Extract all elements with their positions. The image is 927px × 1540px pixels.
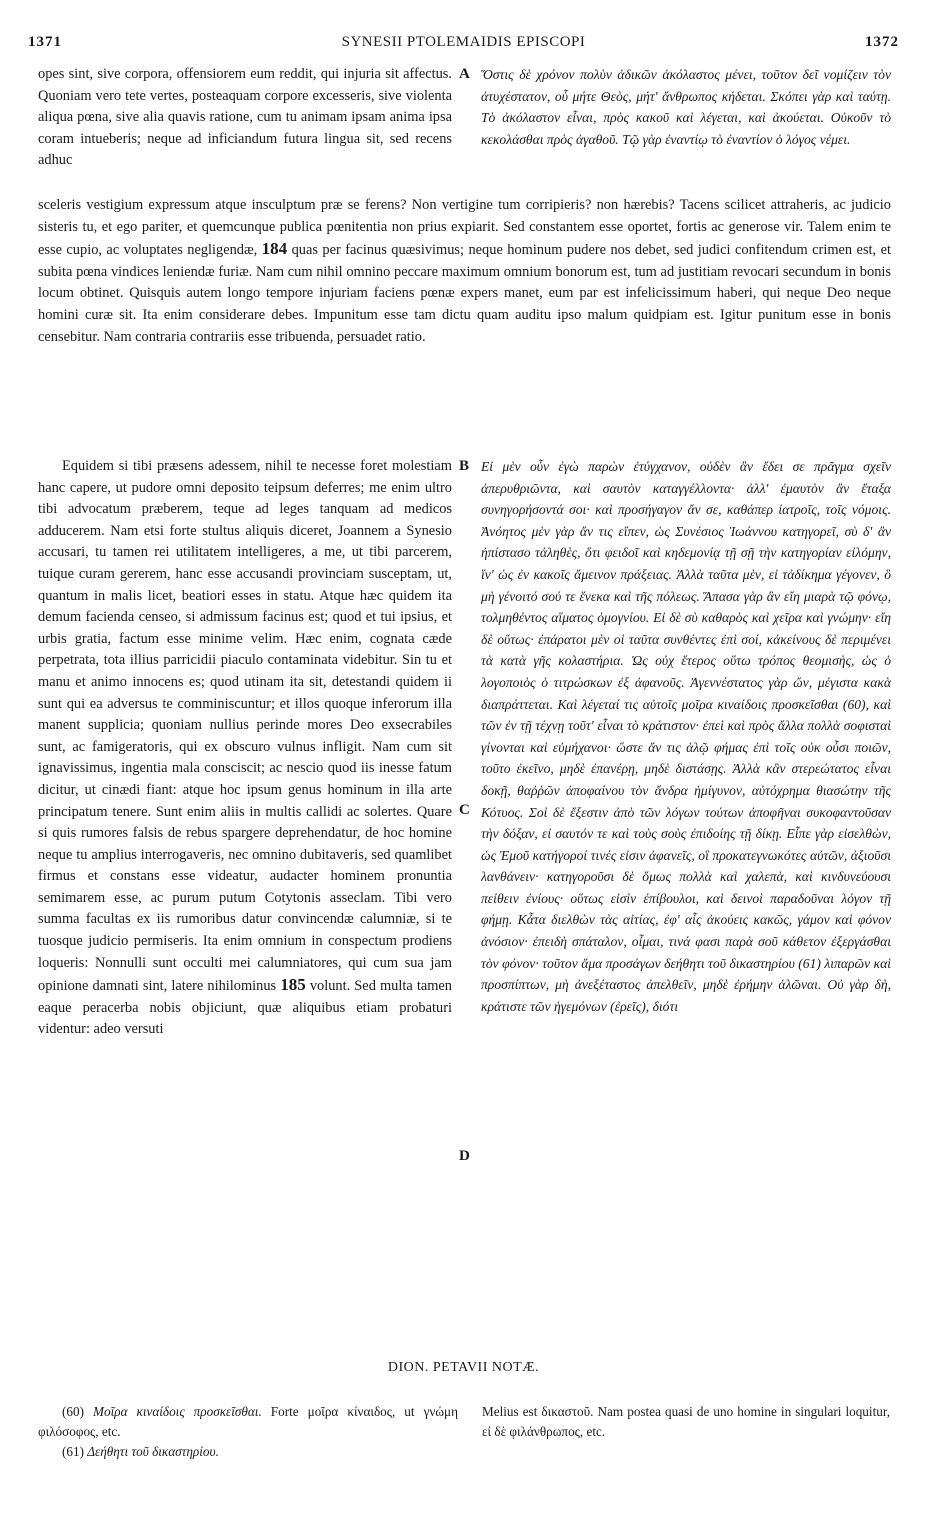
sec2-greek-column bbox=[481, 456, 891, 1346]
full-text-before: sceleris vestigium expressum atque insculptum præ se ferens? Non vertigine tum corripieris? non hærebis? Tacens scilicet attraheris, ac judicio sisteris tu, et ego pariter, et quemcunque publica pœnitentia non prius expiarit. Sed constantem esse oportet, fortis ac generose vir. Talem enim te esse cupio, ac voluptates negligendæ, bbox=[38, 197, 891, 259]
margin-letter-b: B bbox=[459, 458, 470, 474]
notes-right-column bbox=[482, 1402, 890, 1522]
full-width-latin bbox=[38, 195, 891, 455]
sec1-greek-text: Ὅστις δὲ χρόνον πολὺν ἀδικῶν ἀκόλαστος μένει, τοῦτον δεῖ νομίζειν τὸν ἀτυχέστατον, οὗ μήτε Θεὸς, μήτ' ἄνθρωπος κήδεται. Σκόπει γὰρ καὶ ταύτῃ. Τὸ ἀκόλαστον εἶναι, πρὸς κακοῦ καὶ λέγεται, καὶ ἀκούεται. Οὐκοῦν τὸ κεκολάσθαι πρὸς ἀγαθοῦ. Τῷ γὰρ ἐναντίῳ τὸ ἐναντίον ὁ λόγος νέμει. bbox=[481, 67, 891, 147]
full-text-after: quas per facinus quæsivimus; neque hominum pudere nos debet, sed judici confitendum crimen est, et subita pœna vindices leniendæ furiæ. Nam cum nihil omnino peccare maximum omnium bonorum est, tum ad justitiam revocari secundum in bonis locum obtinet. Quisquis autem longo tempore injuriam faciens pœnæ expers manet, eum par est infelicissimum haberi, qui neque Deo neque homini curæ sit. Ita enim considerare debes. Impunitum esse tam dictu quam auditu ipso malum quidpiam est. Igitur punitum esse in bonis censebitur. Nam contraria contrariis esse tribuenda, persuadet ratio. bbox=[38, 242, 891, 345]
sec2-latin-column bbox=[38, 456, 452, 1346]
margin-letter-c: C bbox=[459, 802, 470, 818]
notes-left-column bbox=[38, 1402, 458, 1522]
note-60-text: Forte μοῖρα κίναιδος, ut γνώμη φιλόσοφος, etc. bbox=[38, 1404, 458, 1439]
notes-title: DION. PETAVII NOTÆ. bbox=[387, 1360, 540, 1375]
sec2-greek-text: Εἰ μὲν οὖν ἐγὼ παρὼν ἐτύγχανον, οὐδὲν ἂν ἔδει σε πρᾶγμα σχεῖν ἀπερυθριῶντα, καὶ σαυτὸν καταγγέλλοντα· ἀλλ' ἐμαυτὸν ἂν ἔταξα συνηγορήσοντά σοι· καὶ προσήγαγον ἄν σε, καθάπερ ἰατροῖς, τοῖς νόμοις. Ἀνόητος μὲν γὰρ ἄν τις εἴπεν, ὡς Συνέσιος Ἰωάννου κατηγορεῖ, σὺ δ' ἂν ἠπίστασο τἀληθὲς, ὅτι φειδοῖ καὶ κηδεμονίᾳ τῇ σῇ τὴν κατηγορίαν εἰλόμην, ἵν' ὡς ἐν κακοῖς ἄμεινον πράξειας. Ἀλλὰ ταῦτα μὲν, εἰ τἀδίκημα γέγονεν, ὃ μὴ γένοιτό σού τε ἕνεκα καὶ τῆς πόλεως. Ἅπασα γὰρ ἂν εἴη μιαρὰ τῷ φόνῳ, τολμηθέντος αἵματος ὁμογνίου. Εἰ δὲ σὺ καθαρὸς καὶ χεῖρα καὶ γνώμην· εἴη δὲ οὕτως· ἐπάρατοι μὲν οἱ ταῦτα συνθέντες ἐπὶ σοί, κἀκείνους δὲ περιμένει τὰ κατὰ γῆς κολαστήρια. Ὡς οὐχ ἕτερος οὕτω τρόπος θεομισὴς, ὡς ὁ λογοποιὸς ὁ τιτρώσκων ἐξ ἀφανοῦς. Ἀγεννέστατος γὰρ ὤν, μέγιστα κακὰ διαπράττεται. Καὶ λέγεταί τις αὐτοῖς μοῖρα κιναίδοις προσκεῖσθαι (60), καὶ τῶν ἐν τῇ τέχνῃ τοῦτ' εἶναι τὸ κράτιστον· ἐπεὶ καὶ πρὸς ἄλλα πολλὰ σοφισταὶ γίνονται καὶ εὐμήχανοι· ὥστε ἄν τις ἁλῷ φήμας ἐπὶ τοῖς οὐκ οὖσι ποιῶν, τοῦτο ἐκεῖνο, μηδὲ ἐπανέρῃ, μηδὲ διστάσῃς. Ἀλλὰ κἂν στερεώτατος εἶναι δοκῇ, θαῤῥῶν ἀποφαίνου τὸν ἄνδρα ἡμίγυνον, αὐτόχρημα θιασώτην τῆς Κότυος. Σοὶ δὲ ἔξεστιν ἀπὸ τῶν λόγων τούτων ἀποφῆναι συκοφαντοῦσαν τὴν δόξαν, εἰ σαυτόν τε καὶ τοὺς σοὺς ἐπιδοίης τῇ δίκῃ. Εἶπε γὰρ εἰσελθὼν, ὡς Ἐμοῦ κατήγοροί τινές εἰσιν ἀφανεῖς, οἳ προκατεγνωκότες αὐτῶν, ἀξιοῦσι λανθάνειν· κατηγοροῦσι δὲ ὅμως πολλὰ καὶ χαλεπὰ, καὶ κινδυνεύουσι πείθειν ἐνίους· οὕτως εἰσὶν ἐπίβουλοι, καὶ δεινοὶ παραδοῦναι λόγον τῇ φήμῃ. Κἆτα διελθὼν τὰς αἰτίας, ἐφ' αἷς ἀκούεις κακῶς, γάμον καὶ φόνον ἀνόσιον· ἐπειδὴ σπάταλον, οἶμαι, τινά φασι παρὰ σοῦ κάθετον ἐξεργάσθαι τὸν φόνον· τοῦτον ἅμα προσάγων δεήθητι τοῦ δικαστηρίου (61) λιπαρῶν καὶ προσπίπτων, μὴ ἀνεξέταστος ἀπελθεῖν, μηδὲ ἐρήμην ἁλῶναι. Οὐ γὰρ δὴ, κράτιστε τῶν ἡγεμόνων (ἐρεῖς), διότι bbox=[481, 459, 891, 1014]
sec2-latin-before: Equidem si tibi præsens adessem, nihil te necesse foret molestiam hanc capere, ut pudore omni deposito teipsum deferres; me enim ultro tibi advocatum præberem, teque ad leges tanquam ad medicos adducerem. Nam etsi forte stultus aliquis diceret, Joannem a Synesio accusari, tu tamen rei utilitatem intelligeres, a me, ut tibi parcerem, tuique curam gererem, hanc esse accusandi provinciam susceptam, ut, quantum in malis licet, beatiori esses in statu. Atque hæc quidem ita demum facienda censeo, si admissum facinus est; quod et tui ipsius, et urbis gratia, factum esse minime velim. Hæc enim, cognata cæde perpetrata, tota illius parricidii piaculo contaminata videbitur. Sin tu et manu et animo innocens es; quod utinam ita sit, detestandi quidem ii sunt qui ea adversus te comminiscuntur; et illos quoque inferorum illa manent supplicia; quoniam nullius perinde mores Deo exsecrabiles sunt, ac famigeratoris, qui ex obscuro vulnus infligit. Nam cum sit ignavissimus, ingentia mala consciscit; ac nescio quod iis inesse fatum dicitur, ut cinædi fiant: atque hoc ipsum genus hominum in illa arte principatum tenere. Sunt enim aliis in multis callidi ac solertes. Quare si quis rumores falsis de rebus spargere deprehendatur, de hoc homine neque tu amplius interrogaveris, nec omnino dubitaveris, sed quamlibet firmus et constans esse videatur, audacter hominem pronuntia semimarem esse, ac purum putum Cotytonis asseclam. Tibi vero summa facultas ex iis rumoribus datur convincendæ calumniæ, si te tuosque judicio permiseris. Ita enim omnium in conspectum prodiens loqueris: Nonnulli sunt occulti mei calumniatores, qui cum sua jam opinione damnati sint, latere nihilominus bbox=[38, 458, 452, 995]
running-header bbox=[28, 34, 899, 58]
right-page-number: 1372 bbox=[865, 34, 899, 50]
sec1-latin-text: opes sint, sive corpora, offensiorem eum reddit, qui injuria sit affectus. Quoniam vero tete vertes, posteaquam corpore excesseris, sive violenta aliqua pœna, sive alia quavis ratione, cum tu animam ipsam anima ipsa coram intueberis; neque ad inficiandum futura lingua sit, sed recens adhuc bbox=[38, 66, 452, 169]
marginal-number-185: 185 bbox=[280, 975, 306, 995]
note-60-lemma: Μοῖρα κιναίδοις προσκεῖσθαι. bbox=[93, 1404, 262, 1419]
marginal-number-184: 184 bbox=[261, 239, 288, 259]
margin-letter-a: A bbox=[459, 66, 470, 82]
note-61-lemma: Δεήθητι τοῦ δικαστηρίου. bbox=[87, 1444, 219, 1459]
sec1-latin-column bbox=[38, 64, 452, 194]
sec2-latin-after: volunt. Sed multa tamen eaque peracerba nobis objiciunt, quæ aliquibus etiam probaturi videntur: adeo versuti bbox=[38, 978, 452, 1038]
margin-letter-d: D bbox=[459, 1148, 470, 1164]
running-title: SYNESII PTOLEMAIDIS EPISCOPI bbox=[341, 34, 586, 50]
note-61-ref: (61) bbox=[62, 1444, 84, 1459]
note-61-text: Melius est δικαστοῦ. Nam postea quasi de uno homine in singulari loquitur, εἰ δὲ φιλάνθρωπος, etc. bbox=[482, 1404, 890, 1439]
left-page-number: 1371 bbox=[28, 34, 62, 50]
note-60-ref: (60) bbox=[62, 1404, 84, 1419]
sec1-greek-column bbox=[481, 64, 891, 194]
